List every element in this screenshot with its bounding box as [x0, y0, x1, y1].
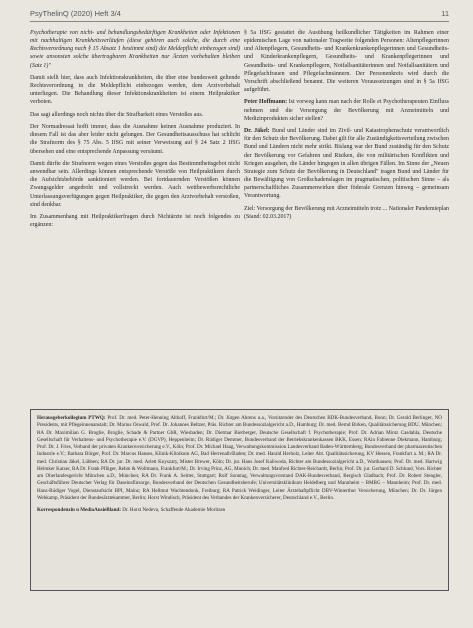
paragraph: Psychotherapie von nicht- und behandlungsbedürftigen Krankheiten oder Infektionen mit nachhaltigen Krankheitsverläufen (diese gehören auch solche, die durch eine Rechtsverordnung nach § 15 Absatz 1 bestimmt sind) die Meldepflicht einbezogen sind) sowie ansonsten solche übertragbaren Krankheiten nur Ärzten vorbehalten bleiben (Satz 1)"	[30, 30, 240, 69]
paragraph: Ziel: Versorgung der Bevölkerung mit Arzneimitteln trotz ... Nationaler Pandemieplan (Stand: 02.03.2017)	[244, 205, 449, 220]
paragraph: Damit stellt hier, dass auch Infektionskrankheiten, die über eine bundesweit geltende Rechtsverordnung in die Meldepflicht einbezogen werden, dem Arztvorbehalt unterliegen. Die Behandlung dieser Infektionskrankheiten ist einem Heilpraktiker verboten.	[30, 74, 240, 106]
correspondence-line	[37, 507, 442, 514]
editorial-board-box	[30, 409, 449, 591]
answer-text: Bund und Länder sind im Zivil- und Katastrophenschutz verantwortlich für den Schutz der Bevölkerung. Dabei gilt für alle Zuständigkeitsverteilung zwischen Bund und Ländern nicht mehr strikt. Bislang war der Bund zuständig für den Schutz der Bevölkerung vor Gefahren und Risiken, die von militärischen Konflikten und Kriegen ausgehen, die Länder hingegen in allen übrigen Fällen. Im Sinne der „Neuen Strategie zum Schutz der Bevölkerung in Deutschland" tragen Bund und Länder für die Bewältigung von Großschadenslagen im pragmatischen, politischen Sinne – als partnerschaftliches Zusammenwirken über föderale Grenzen hinweg – gemeinsam Verantwortung.	[244, 128, 449, 200]
editorial-board-text	[37, 415, 442, 502]
editorial-board-members: Prof. Dr. med. Peter-Henning Althoff, Frankfurt/M.; Dr. Jürgen Ahrens u.a., Vorsitzender des Deutschen BDK-Bundesverband, Bonn; Dr. Gerald Berlinger, NO Presidents, mit Pflegeinnenanstalt; Dr. Marius Oswald, Prof. Dr. Johannes Beltzer, Präs. Richter am Bundessozialgericht a.D., Hamburg; Dr. med. Bernd Birken, Qualitätssicherung BDU, München; RA Dr. Maximilian G. Broglie, Broglie, Schade & Partner GbR, Wiesbaden; Dr. Dietmar Bierberger, Deutsche Gesellschaft f. Psychotherapie; Prof. Dr. Adrian Mintz Casdahla, Deutsche Gesellschaft für Verhaltens- und Psychotherapie e.V. (DGVP), Heppenheim; Dr. Rüdiger Demmer, Bundesverband der Betriebskrankenkassen BKK, Essen; RAin Fabienne Diekmann, Hamburg; Prof. Dr. J. Fries, Verband der privaten Krankenversicherung e.V., Köln; Prof. Dr. Michael Haag, Verwaltungskommission Landesverband Baden-Württemberg; Bundesverband der pharmazeutischen Industrie e.V.; Barbara Bürger, Prof. Dr. Marcus Hanses, Klinik-Klinikum AG, Bad Herrenalb/Baden; Dr. med. Harald Herholz, Leiter Abt. Qualitätssicherung, KV Hessen, Frankfurt a. M.; RA Dr. med. Christian Jäkel, Lübben; RA Dr. jur. Dr. med. Arlett Knyszaty, Mister Brewer, Köln; Dr. jur. Hans Josef Kaliwoda, Richter am Bundessozialgericht a.D., Warthausen; Prof. Dr. med. Hartwig Helmker Katzer, RA Dr. Frank Pflüger, Rehm & Wollmann, Frankfurt/M.; Dr. Irving Prinz, AG, Munich; Dr. med. Manfred Richter-Reichardt, Berlin; Prof. Dr. jur. Gerhard D. Schlund, Vors. Richter am Oberlandesgericht München a.D., München; RA Dr. Frank A. Seitter, Stuttgart; Rolf Sonntag, Verwaltungsvorstand DAK-Bundesverband, Bergisch Gladbach; Prof. Dr. Robert Stengler, Geschäftsführer Deutscher Verlag für Daseinsfürsorge, Bundesverband der Deutschen Gesundheitsberufe; Universitätsklinikum Heidelberg und Mannheim – BMBG – Mannheim; Prof. Dr. med. Hans-Rüdiger Vogel, Dienstaufsicht BPI, Mainz; RA Hellmut Wachtendonk, Freiburg; RA Patrick Weidinger, Leiter Ärztehaftpflicht DBV-Winterthur Versicherung, München; Dr. Dr. Jürgen Wehkamp, Präsident der Bundesärztekammer, Berlin; Horst Windisch, Präsident des Verbandes der Krankenversicherer, Deutschland e.V., Berlin.	[37, 415, 442, 501]
speaker-name: Peter Hoffmann:	[244, 99, 288, 106]
editorial-board-title: Herausgeberkollegium PTWQ:	[37, 415, 106, 421]
header-rule	[30, 21, 449, 22]
paragraph: Im Zusammenhang mit Heilpraktikerfragen durch Nichtärzte ist noch folgendes zu ergänzen:	[30, 214, 240, 229]
paragraph: Der Normadressat hofft immer, dass die Ausnahme keinen Ausnahme produziert. In diesem Fall ist das aber leider nicht gelungen. Der Gesundheitsausschuss hat schlicht die Strafnorm des § 75 Abs. 5 IfSG mit seiner Verweisung auf § 24 Satz 2 IfSG übersehen und eine entsprechende Anpassung versäumt.	[30, 124, 240, 155]
correspondence-text: Dr. Horst Nedeva, Schaffende Akademie Moritzen	[122, 507, 226, 513]
left-column	[30, 29, 240, 234]
paragraph: § 5a IfSG gestattet die Ausübung heilkundlicher Tätigkeiten im Rahmen einer epidemischen Lage von nationaler Tragweite folgenden Personen: Altenpflegerinnen und Altenpflegern, Gesundheits- und Krankenkrankenpflegerinnen und Gesundheits- und Kinderkrankenpflegern, Gesundheits- und Krankenpflegerinnen und Gesundheits- und Krankenpflegern, Notfallsanitäterinnen und Notfallsanitätern und Pflegefachfrauen und Pflegefachmännern. Der Personenkreis wird durch die Vorschrift abschließend benannt. Die weiteren Voraussetzungen sind in § 5a IfSG aufgeführt.	[244, 30, 449, 94]
paragraph: Damit dürfte die Strafnorm wegen eines Verstoßes gegen das Bestimmtheitsgebot nicht anwendbar sein. Allerdings können entsprechende Verstöße von Heilpraktikern durch die Aufsichtsbehörde sanktioniert werden. Bei fortdauernden Verstößen können Zwangsgelder angedroht und vollstreckt werden. Auch wettbewerbsrechtliche Unterlassungsverfügungen gegen Heilpraktiker, die gegen den Arztvorbehalt verstoßen, sind denkbar.	[30, 160, 240, 208]
speaker-name: Dr. Jäkel:	[244, 128, 270, 135]
interview-answer	[244, 127, 449, 200]
journal-title: PsyThelinQ (2020) Heft 3/4	[30, 9, 121, 18]
correspondence-title: Korrespondenzin u MediaAnsieBland:	[37, 507, 121, 513]
interview-question	[244, 98, 449, 122]
right-column	[244, 29, 449, 225]
paragraph: Das sagt allerdings noch nichts über die Strafbarkeit eines Verstoßes aus.	[30, 111, 204, 118]
page-header	[30, 7, 449, 23]
question-text: Ist vorweg kann man nach der Rolle et Psychotherapeuten Einfluss nehmen und die Versorgung der Bevölkerung mit Arzneimitteln und Medizinprodukten sicher stellen?	[244, 99, 449, 122]
page-number: 11	[441, 9, 449, 18]
